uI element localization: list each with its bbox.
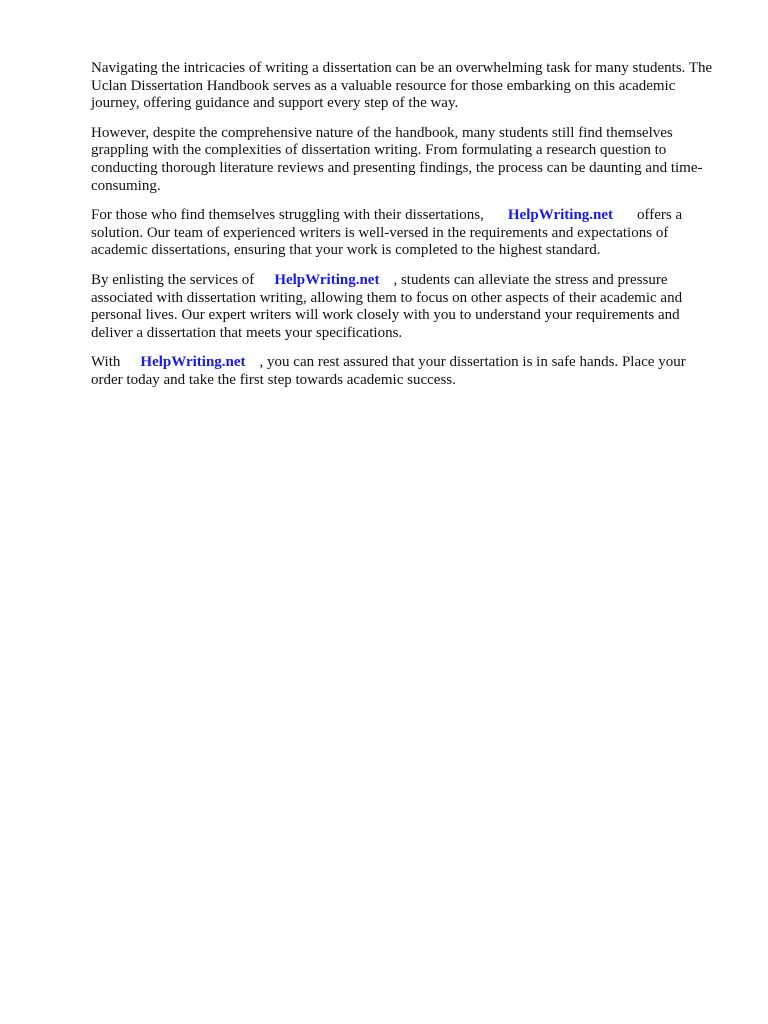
paragraph-challenges: However, despite the comprehensive nature of the handbook, many students still find themselves grappling with the complexities of dissertation writing. From formulating a research question to conducting thorough literature reviews and presenting findings, the process can be daunting and time-consuming. — [91, 124, 703, 194]
paragraph-solution-lead: For those who find themselves struggling with their dissertations, — [91, 207, 484, 224]
paragraph-services — [91, 272, 721, 342]
paragraph-intro: Navigating the intricacies of writing a dissertation can be an overwhelming task for many students. The Uclan Dissertation Handbook serves as a valuable resource for those embarking on this academic journey, offering guidance and support every step of the way. — [91, 60, 713, 112]
document-page — [91, 60, 721, 402]
paragraph-solution — [91, 207, 721, 260]
paragraph-closing-lead: With — [91, 354, 121, 371]
helpwriting-link[interactable]: HelpWriting.net — [274, 271, 380, 288]
paragraph-services-lead: By enlisting the services of — [91, 271, 255, 288]
paragraph-services-tail: , students can alleviate the stress and pressure associated with dissertation writing, allowing them to focus on other aspects of their academic and personal lives. Our expert writers will work closely with you to understand your requirements and deliver a dissertation that meets your specifications. — [91, 271, 683, 341]
paragraph-closing — [91, 354, 721, 389]
paragraph-closing-tail: , you can rest assured that your dissertation is in safe hands. Place your order today and take the first step towards academic success. — [91, 354, 686, 388]
helpwriting-link[interactable]: HelpWriting.net — [140, 354, 246, 371]
paragraph-solution-tail: offers a solution. Our team of experienced writers is well-versed in the requirements and expectations of academic dissertations, ensuring that your work is completed to the highest standard. — [91, 207, 683, 259]
helpwriting-link[interactable]: HelpWriting.net — [507, 207, 614, 224]
